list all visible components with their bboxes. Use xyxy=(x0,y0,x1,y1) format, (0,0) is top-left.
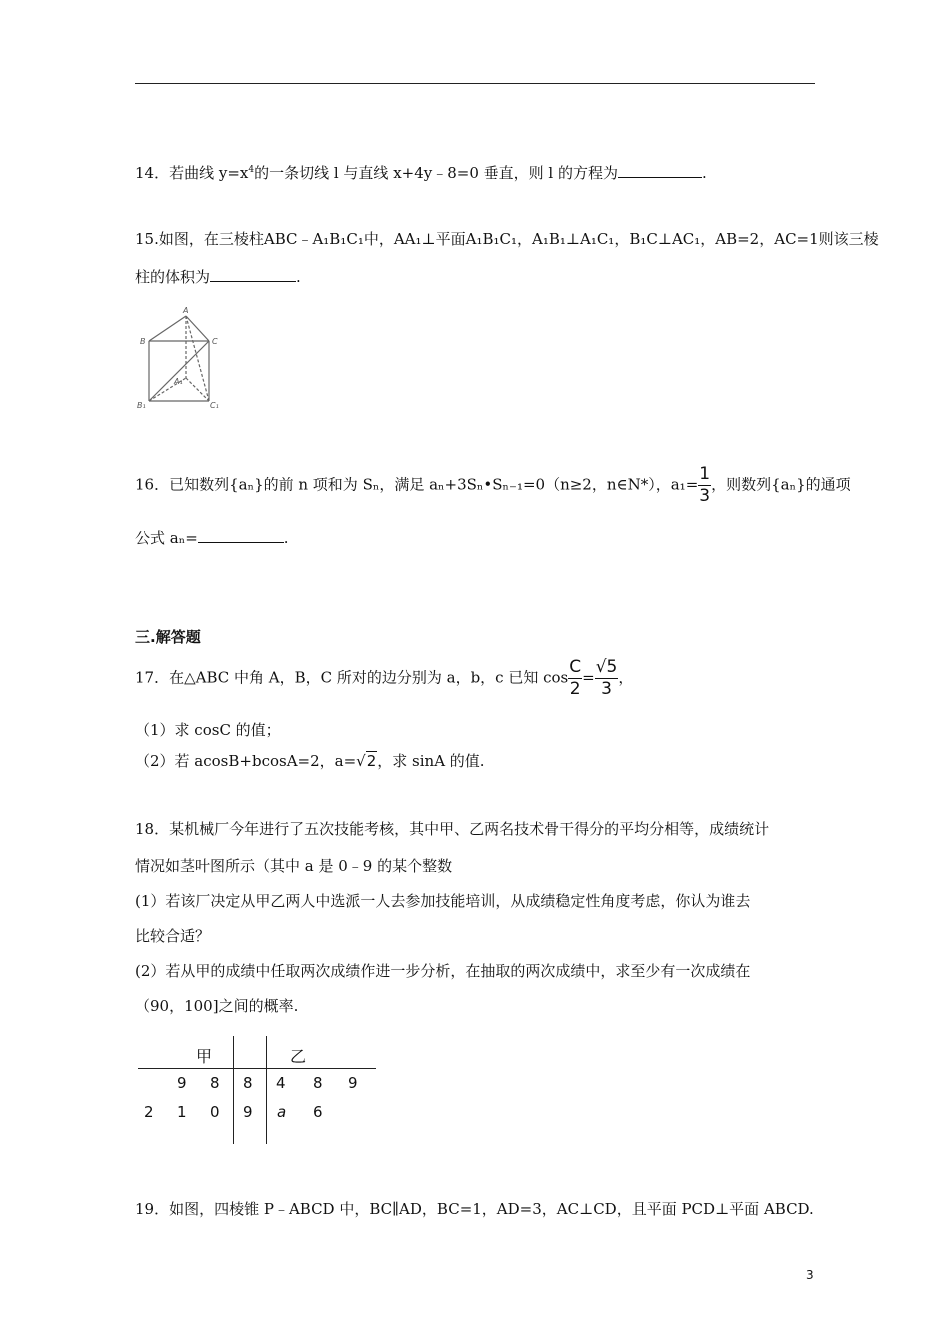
leaf-left-r2-c2: 1 xyxy=(177,1103,187,1121)
question-17-part1: （1）求 cosC 的值； xyxy=(135,721,281,739)
fraction-c-over-2: $\frac{C}{2}$ xyxy=(569,657,582,699)
section-title: 三.解答题 xyxy=(135,628,201,646)
fraction-sqrt5-over-3: $\frac{√5}{3}$ xyxy=(595,657,618,699)
leaf-right-r1-c3: 9 xyxy=(348,1074,358,1092)
answer-blank xyxy=(618,163,702,178)
label-A1: A₁ xyxy=(174,377,183,386)
fraction-one-third: $\frac{1}{3}$ xyxy=(699,464,711,506)
question-17-part2: （2）若 acosB+bcosA=2，a=√2，求 sinA 的值. xyxy=(135,752,485,770)
label-A: A xyxy=(183,306,189,315)
stem-leaf-plot xyxy=(135,1030,380,1148)
header-rule xyxy=(135,83,815,84)
leaf-left-r1-c2: 8 xyxy=(210,1074,220,1092)
question-15-line2: 柱的体积为 . xyxy=(135,268,301,286)
label-B1: B₁ xyxy=(137,401,146,410)
question-15-line1: 15.如图，在三棱柱ABC﹣A₁B₁C₁中，AA₁⊥平面A₁B₁C₁，A₁B₁⊥A₁C₁，B₁C⊥AC₁，AB=2，AC=1则该三棱 xyxy=(135,230,879,248)
leaf-left-r1-c1: 9 xyxy=(177,1074,187,1092)
question-18-line2: 情况如茎叶图所示（其中 a 是 0﹣9 的某个整数 xyxy=(135,857,453,875)
header-jia: 甲 xyxy=(196,1047,213,1066)
leaf-left-r2-c1: 2 xyxy=(144,1103,154,1121)
header-yi: 乙 xyxy=(290,1047,307,1066)
answer-blank xyxy=(210,267,296,282)
answer-blank xyxy=(198,528,284,543)
label-C: C xyxy=(212,337,218,346)
leaf-left-r2-c3: 0 xyxy=(210,1103,220,1121)
stem-r2: 9 xyxy=(243,1103,253,1121)
stem-r1: 8 xyxy=(243,1074,253,1092)
leaf-right-r2-c1: a xyxy=(277,1103,287,1121)
question-18-line4: 比较合适？ xyxy=(135,927,211,945)
leaf-right-r1-c1: 4 xyxy=(276,1074,286,1092)
triangular-prism-figure xyxy=(136,304,222,412)
question-18-line6: （90，100]之间的概率. xyxy=(135,997,299,1015)
label-C1: C₁ xyxy=(210,401,219,410)
label-B: B xyxy=(140,337,146,346)
question-17: 17．在△ABC 中角 A，B，C 所对的边分别为 a，b，c 已知 cos $\frac{C}{2}$ = $\frac{√5}{3}$ ， xyxy=(135,657,634,699)
question-16-line2: 公式 aₙ= . xyxy=(135,529,289,547)
leaf-right-r1-c2: 8 xyxy=(313,1074,323,1092)
leaf-right-r2-c2: 6 xyxy=(313,1103,323,1121)
question-18-line5: (2）若从甲的成绩中任取两次成绩作进一步分析，在抽取的两次成绩中，求至少有一次成绩在 xyxy=(135,962,751,980)
question-18-line3: (1）若该厂决定从甲乙两人中选派一人去参加技能培训，从成绩稳定性角度考虑，你认为谁去 xyxy=(135,892,751,910)
sqrt-2: √2 xyxy=(356,752,377,770)
page-number: 3 xyxy=(806,1268,814,1282)
question-18-line1: 18．某机械厂今年进行了五次技能考核，其中甲、乙两名技术骨干得分的平均分相等，成绩统计 xyxy=(135,820,770,838)
question-19: 19．如图，四棱锥 P﹣ABCD 中，BC∥AD，BC=1，AD=3，AC⊥CD，且平面 PCD⊥平面 ABCD. xyxy=(135,1200,814,1218)
question-14: 14．若曲线 $y=x^4$的一条切线 l 与直线 x+4y﹣8=0 垂直，则 l 的方程为 . xyxy=(135,164,707,182)
question-16-line1: 16．已知数列{aₙ}的前 n 项和为 Sₙ，满足 aₙ+3Sₙ•Sₙ₋₁=0（n≥2，n∈N*），a₁= $\frac{1}{3}$ ，则数列{aₙ}的通项 xyxy=(135,464,851,506)
